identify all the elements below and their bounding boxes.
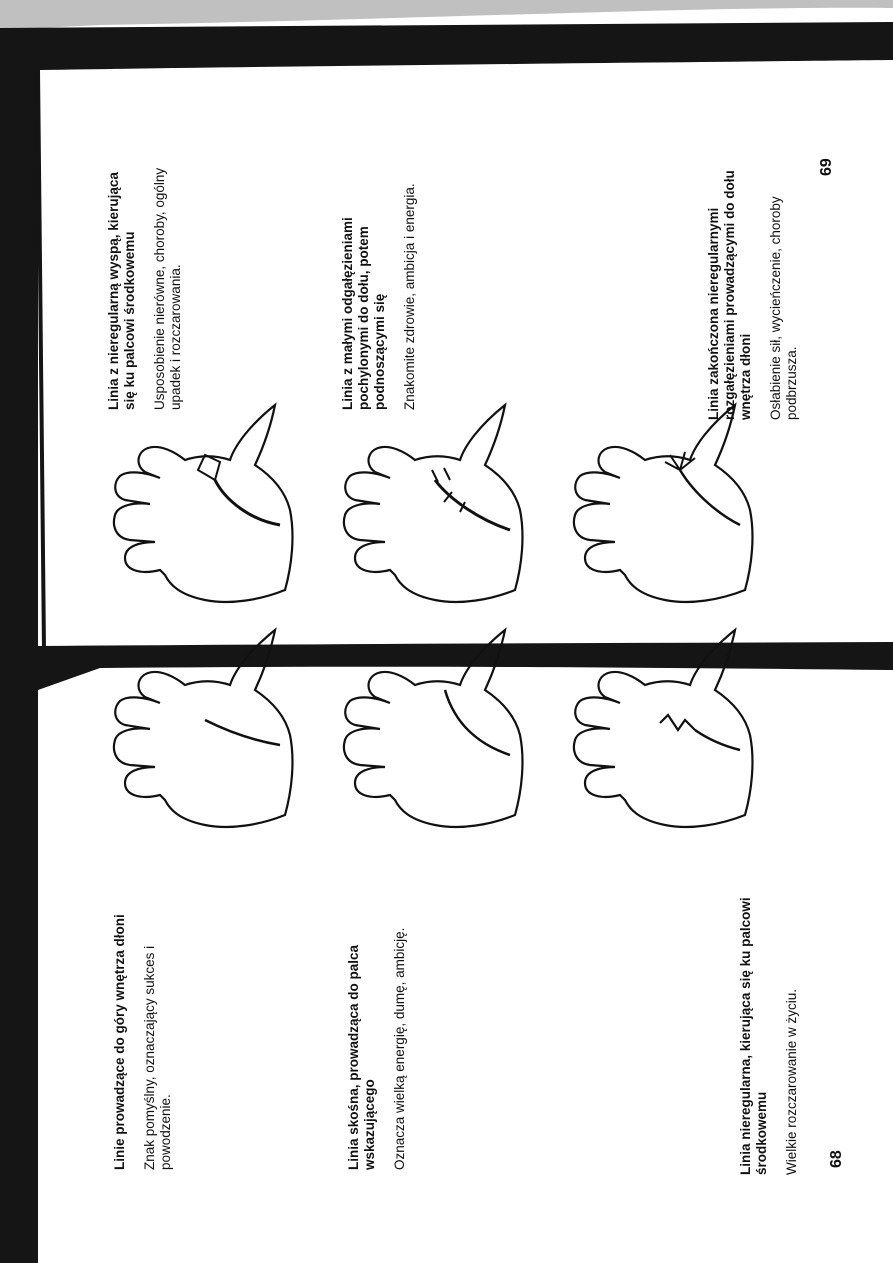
page-number: 69 (818, 158, 835, 176)
hand-illustration-island (110, 370, 300, 630)
entry-heading: Linia z małymi odgałęzieniami pochylonymi do dołu, potem podnoszącymi się (340, 217, 387, 410)
entry-body: Oznacza wielką energię, dumę, ambicję. (392, 927, 407, 1170)
entry-heading: Linia nieregularna, kierująca się ku palcowi środkowemu (738, 897, 769, 1175)
entry-body: Znakomite zdrowie, ambicja i energia. (402, 183, 417, 410)
hand-illustration-fork (570, 370, 760, 630)
hand-illustration-zigzag (570, 595, 760, 855)
entry-body: Osłabienie sił, wycieńczenie, choroby podbrzusza. (768, 196, 799, 420)
hand-illustration-line-up (110, 595, 300, 855)
entry-heading: Linie prowadzące do góry wnętrza dłoni (112, 914, 127, 1170)
entry-zigzag (738, 875, 800, 1175)
entry-body: Znak pomyślny, oznaczający sukces i powodzenie. (142, 945, 173, 1170)
entry-body: Wielkie rozczarowanie w życiu. (784, 988, 799, 1175)
hand-illustration-slant (340, 595, 530, 855)
entry-heading: Linia z nieregularną wyspą, kierująca się ku palcowi środkowemu (106, 172, 137, 410)
entry-heading: Linia skośna, prowadząca do palca wskazującego (346, 944, 377, 1170)
entry-line-up (112, 900, 174, 1170)
hand-illustration-branches (340, 370, 530, 630)
entry-slant (346, 900, 408, 1170)
entry-body: Usposobienie nierówne, choroby, ogólny upadek i rozczarowania. (152, 167, 183, 410)
entry-heading: Linia zakończona nieregularnymi rozgałęzieniami prowadzącymi do dołu wnętrza dłoni (706, 170, 753, 420)
page-number: 68 (828, 1150, 845, 1168)
